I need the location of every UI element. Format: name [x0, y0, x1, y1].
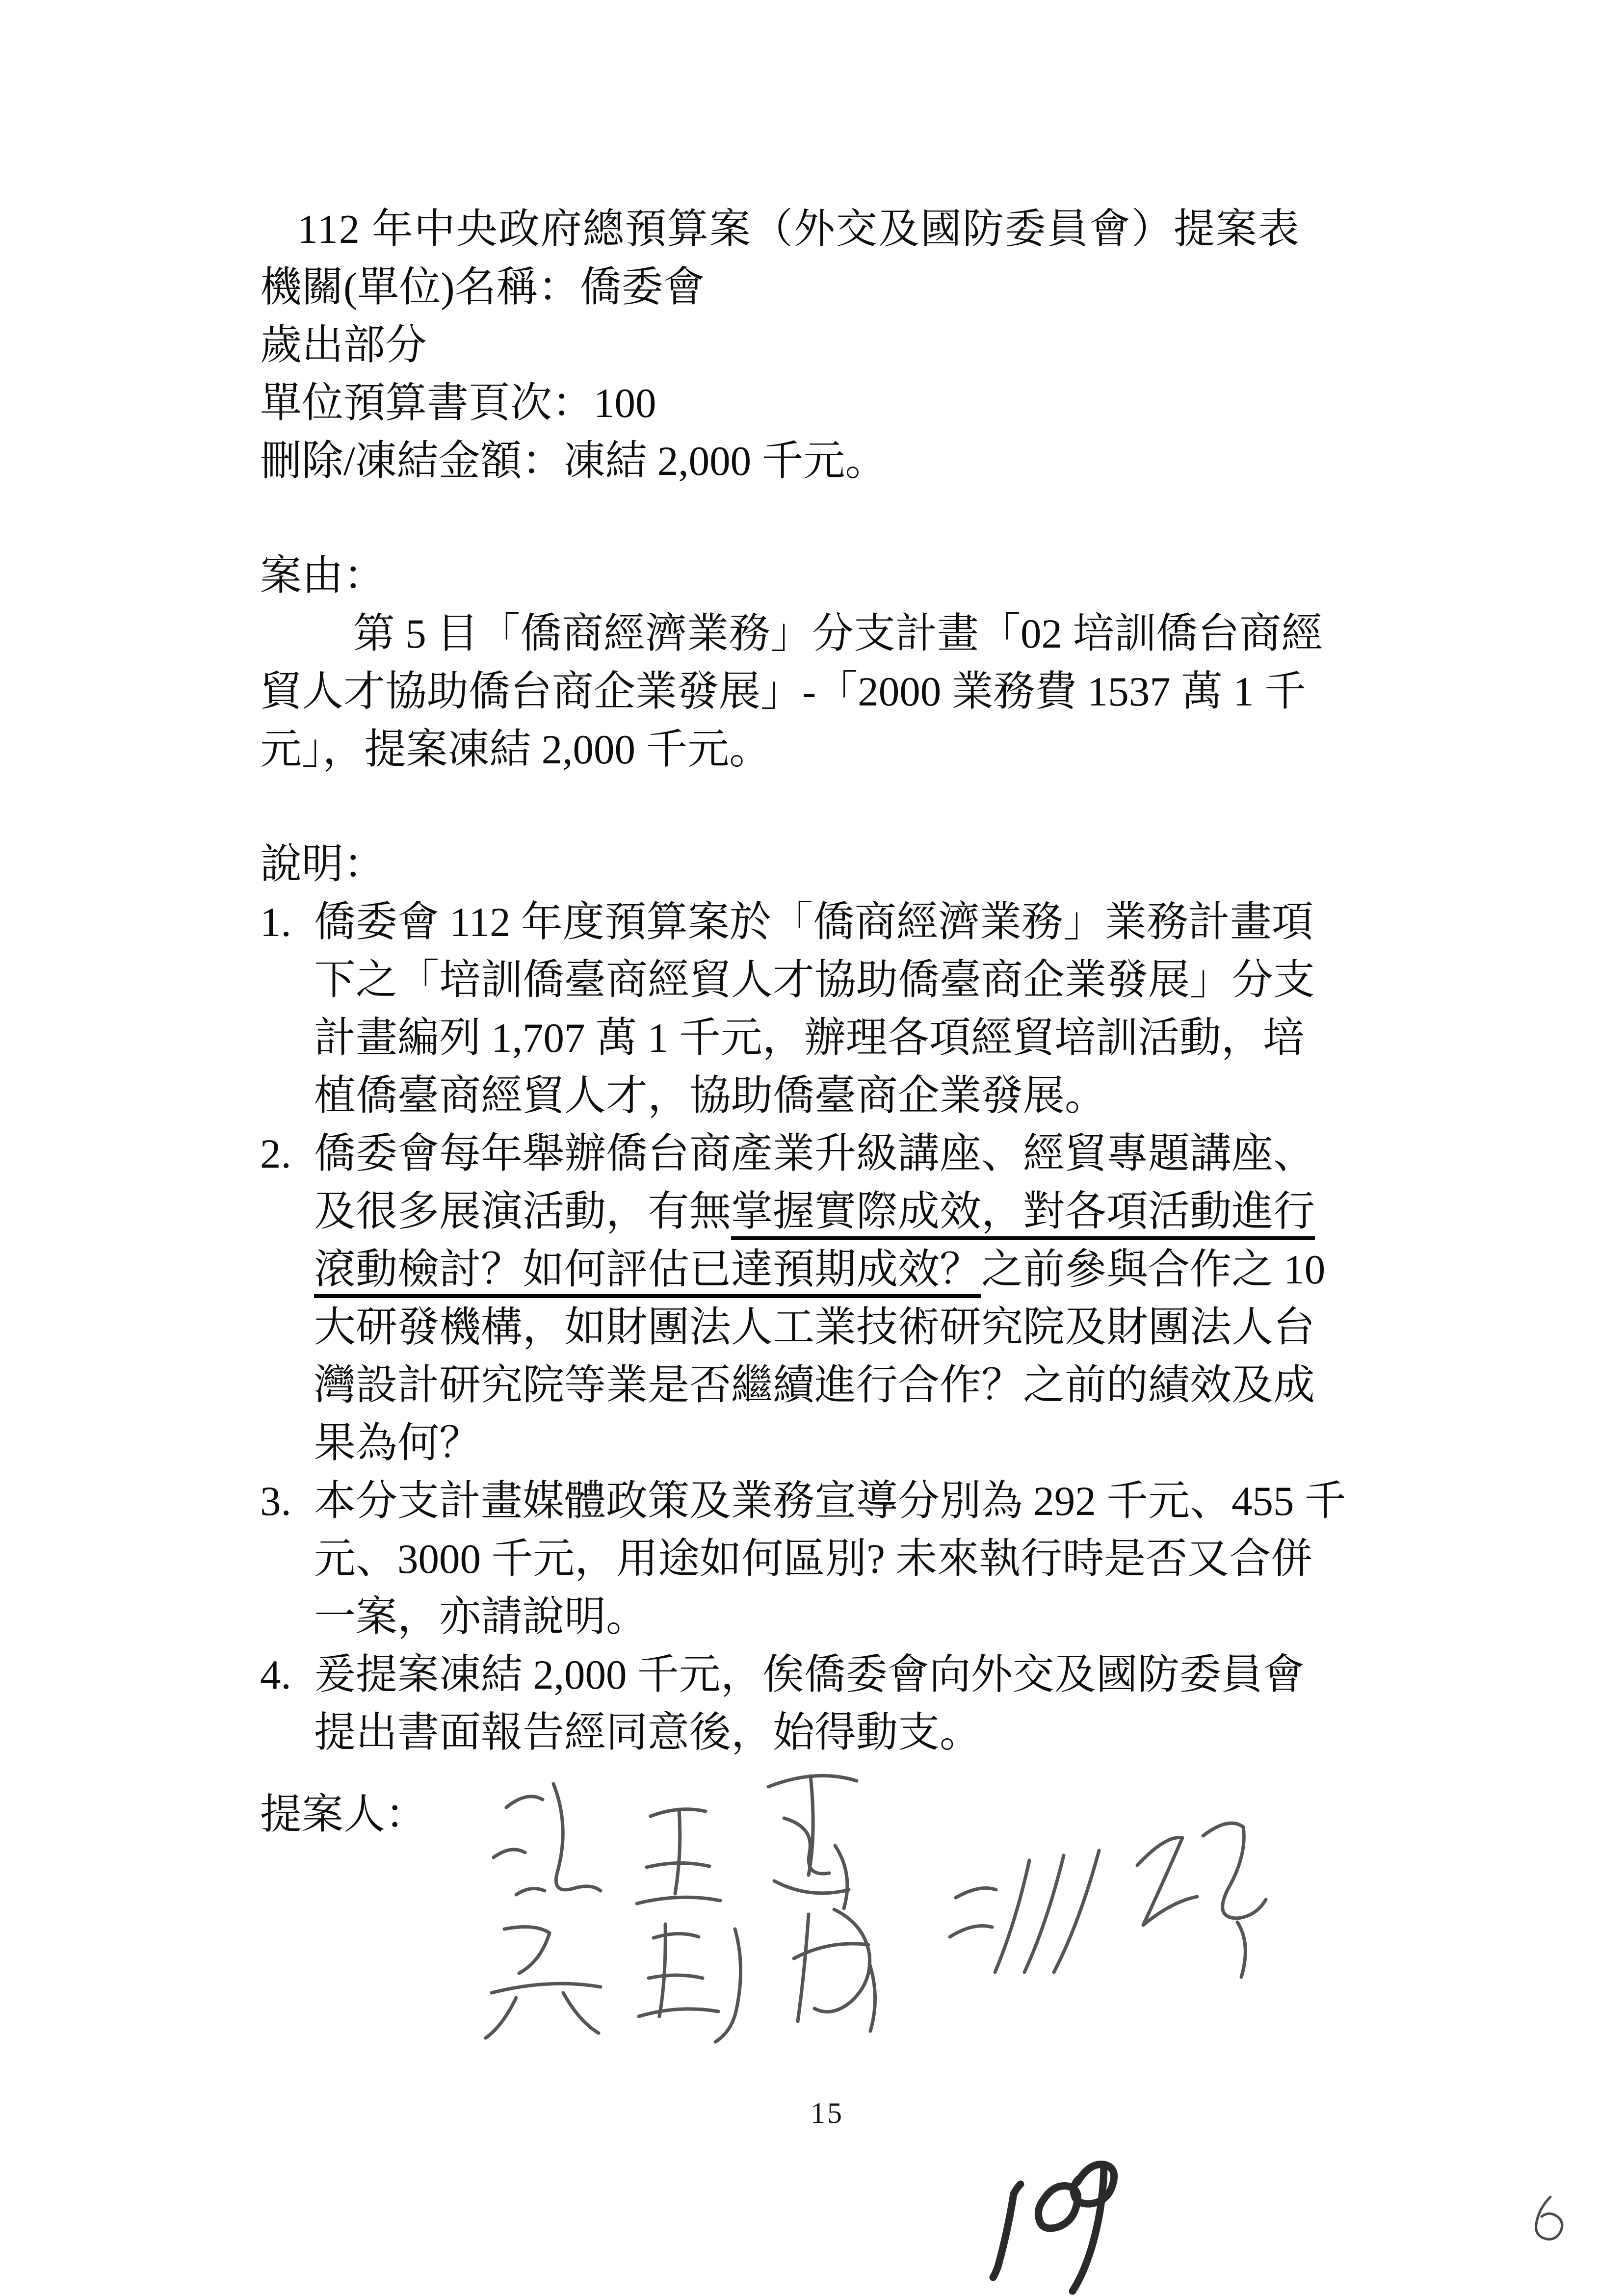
item-number: 2. [260, 1131, 291, 1177]
underlined-text: 掌握實際成效，對各項活動進行 [731, 1189, 1315, 1240]
explanation-line: 大研發機構，如財團法人工業技術研究院及財團法人台 [314, 1305, 1315, 1351]
explanation-line: 2. 僑委會每年舉辦僑台商產業升級講座、經貿專題講座、 [260, 1125, 1346, 1183]
signature-3 [950, 1823, 1266, 1977]
underlined-text: 滾動檢討？如何評估已達預期成效？ [314, 1247, 981, 1298]
explanation-line: 下之「培訓僑臺商經貿人才協助僑臺商企業發展」分支 [314, 957, 1315, 1003]
case-label: 案由： [260, 553, 386, 599]
case-line: 第 5 目「僑商經濟業務」分支計畫「02 培訓僑台商經 [353, 611, 1323, 657]
handwritten-number-109 [993, 2165, 1114, 2291]
handwritten-number-6 [1536, 2197, 1562, 2239]
item-number: 4. [260, 1652, 291, 1698]
explanation-line: 3. 本分支計畫媒體政策及業務宣導分別為 292 千元、455 千 [260, 1472, 1346, 1530]
explanation-line: 植僑臺商經貿人才，協助僑臺商企業發展。 [314, 1073, 1107, 1119]
signature-2 [486, 1909, 875, 2042]
header-line: 單位預算書頁次：100 [260, 380, 656, 426]
explanation-line: 計畫編列 1,707 萬 1 千元，辦理各項經貿培訓活動，培 [314, 1015, 1305, 1061]
explanation-line: 1. 僑委會 112 年度預算案於「僑商經濟業務」業務計畫項 [260, 893, 1346, 951]
item-number: 1. [260, 899, 291, 945]
item-number: 3. [260, 1478, 291, 1524]
page-number: 15 [811, 2097, 844, 2129]
header-line: 刪除/凍結金額：凍結 2,000 千元。 [260, 438, 887, 484]
explanation-line: 滾動檢討？如何評估已達預期成效？之前參與合作之 10 [260, 1241, 1346, 1299]
explanation-line: 灣設計研究院等業是否繼續進行合作？之前的績效及成 [314, 1362, 1315, 1409]
signature-1 [494, 1775, 857, 1908]
case-line: 元」，提案凍結 2,000 千元。 [260, 727, 771, 773]
explanation-line: 及很多展演活動，有無掌握實際成效，對各項活動進行 [260, 1183, 1346, 1241]
explanation-line: 4. 爰提案凍結 2,000 千元，俟僑委會向外交及國防委員會 [260, 1646, 1346, 1704]
header-line: 機關(單位)名稱：僑委會 [260, 264, 705, 311]
explanation-line: 一案，亦請說明。 [314, 1594, 648, 1640]
explanation-line: 提出書面報告經同意後，始得動支。 [314, 1710, 982, 1756]
explanation-line: 果為何？ [314, 1420, 481, 1466]
explanation-line: 元、3000 千元，用途如何區別? 未來執行時是否又合併 [314, 1536, 1313, 1582]
explanation-label: 說明： [260, 841, 386, 887]
case-line: 貿人才協助僑台商企業發展」-「2000 業務費 1537 萬 1 千 [260, 669, 1307, 715]
page-title: 112 年中央政府總預算案（外交及國防委員會）提案表 [297, 207, 1300, 252]
proposer-label: 提案人： [260, 1792, 427, 1838]
header-line: 歲出部分 [260, 322, 427, 368]
